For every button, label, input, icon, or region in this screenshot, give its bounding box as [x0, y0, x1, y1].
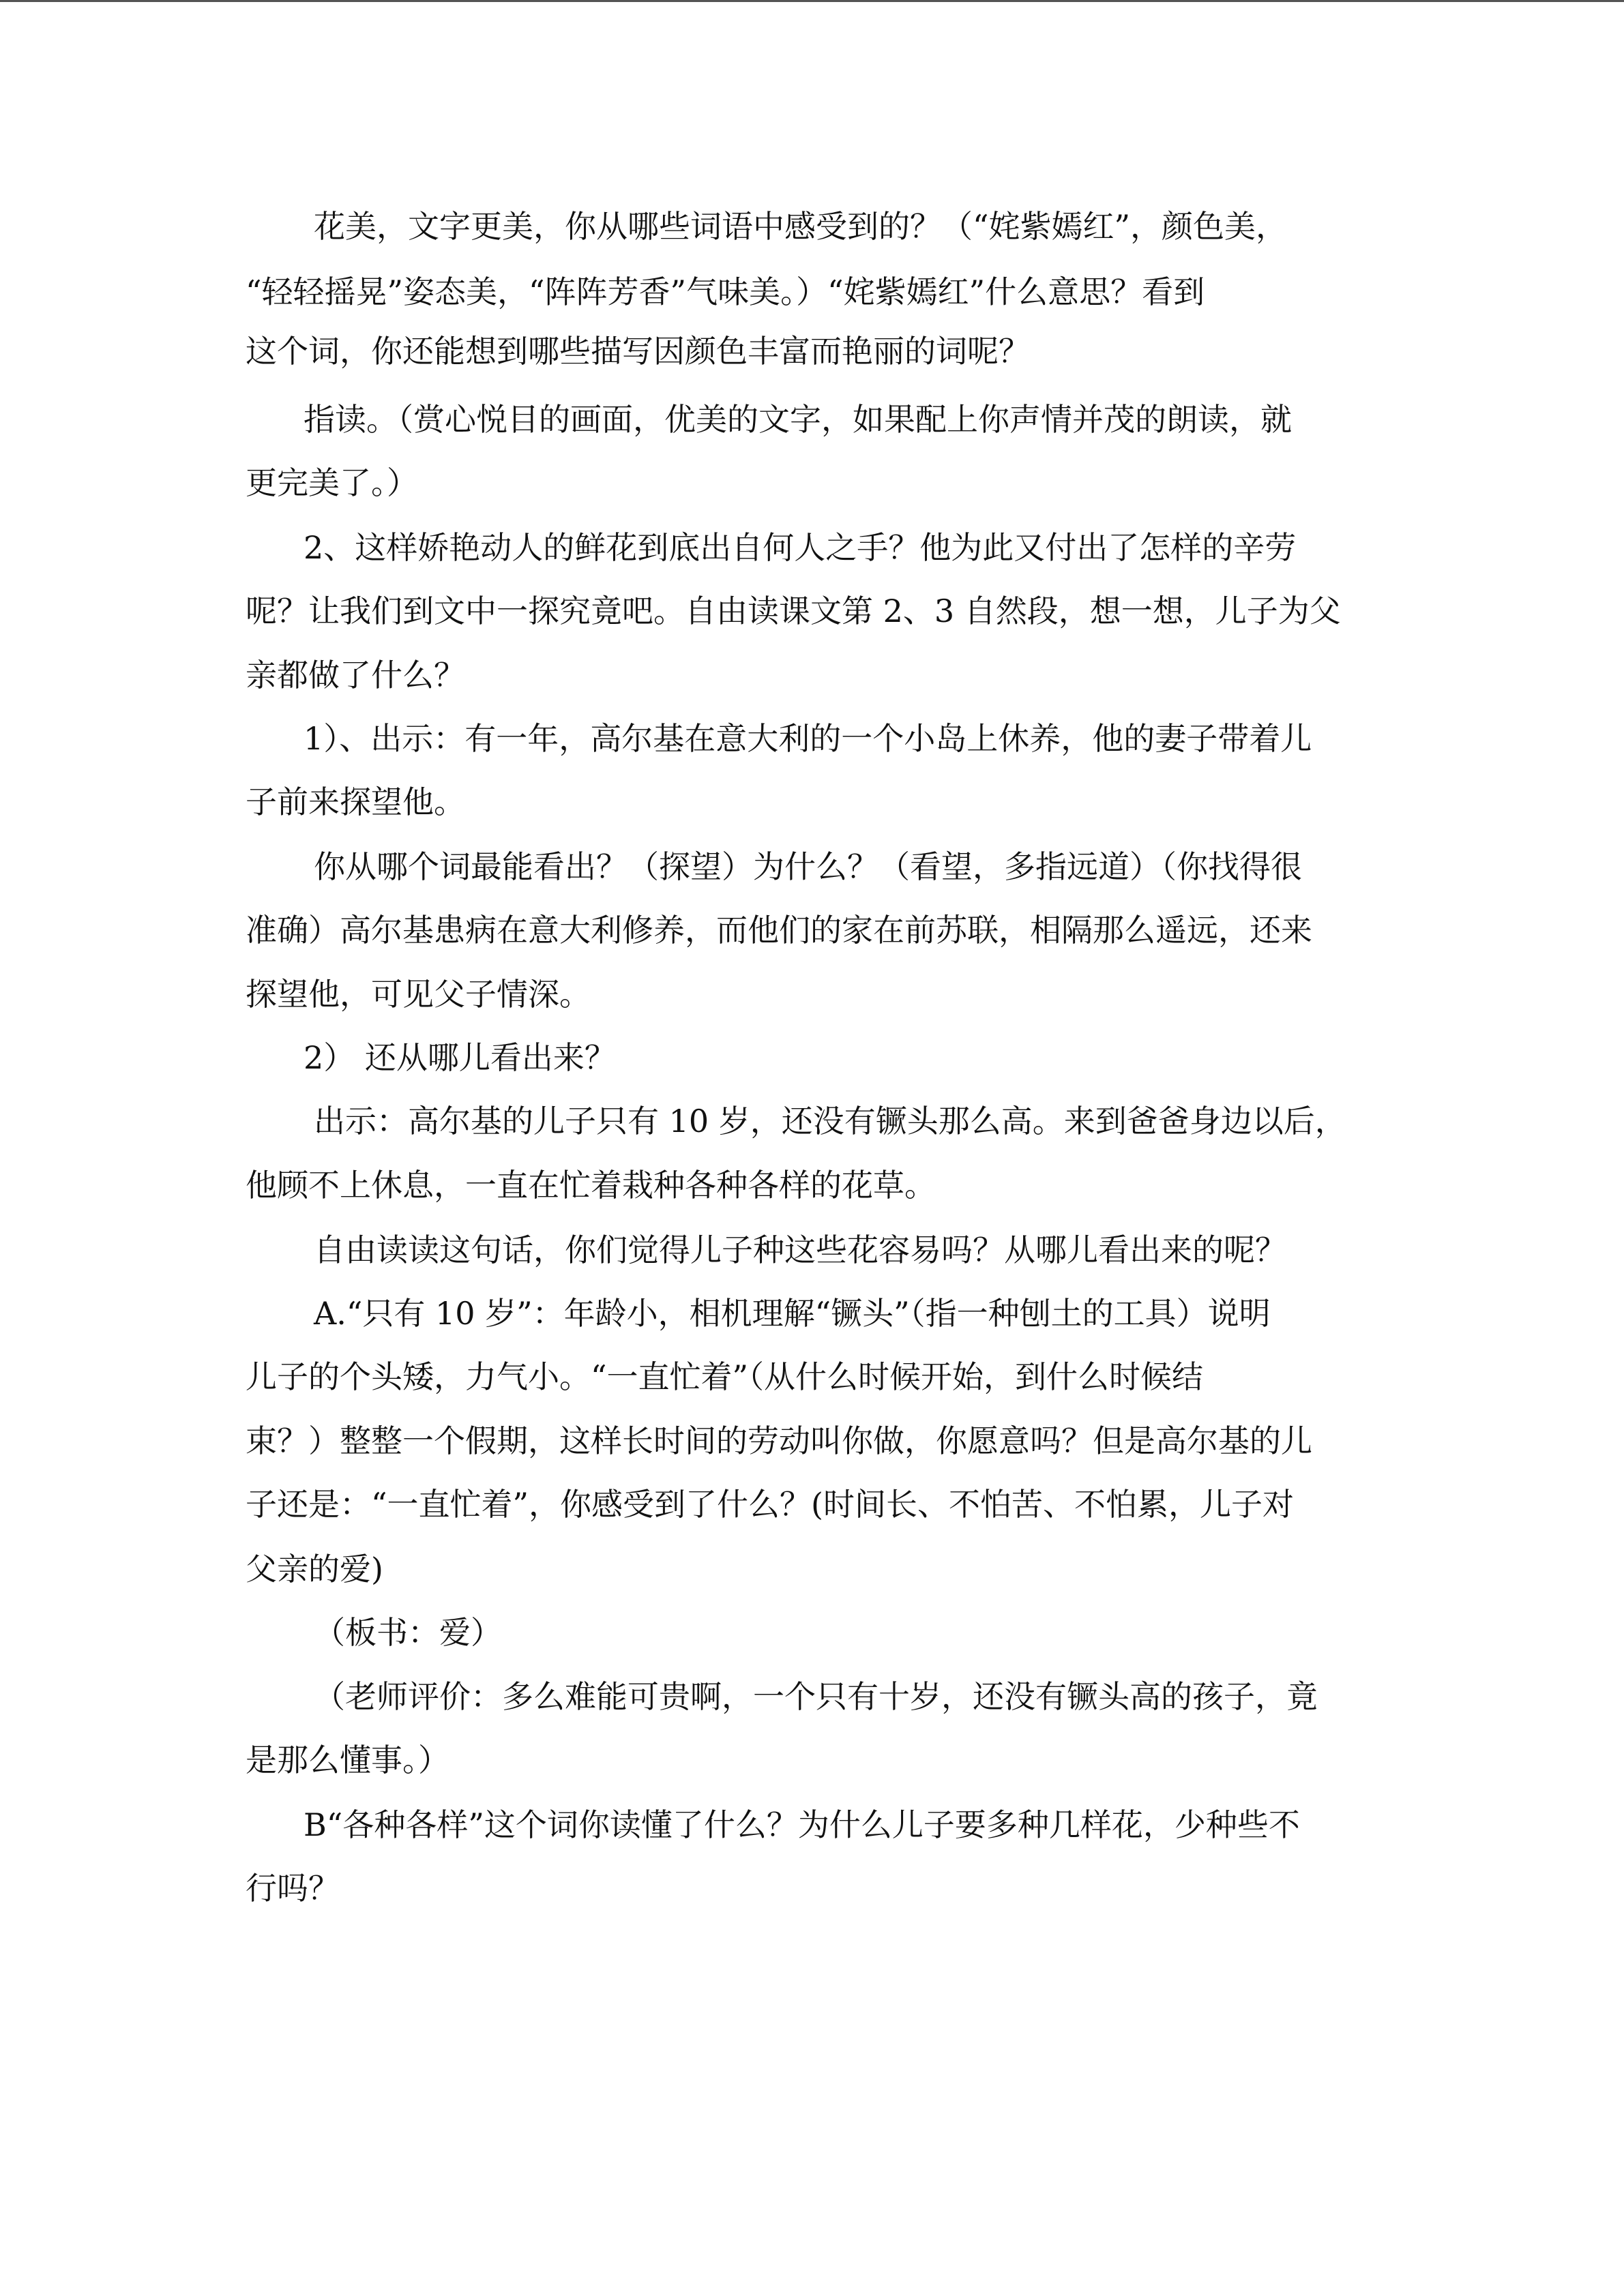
text-line: B“各种各样”这个词你读懂了什么？为什么儿子要多种几样花，少种些不 — [304, 1806, 1300, 1843]
text-line: 2） 还从哪儿看出来？ — [304, 1039, 616, 1076]
text-line: A.“只有 10 岁”：年龄小，相机理解“镢头”（指一种刨土的工具）说明 — [314, 1295, 1271, 1332]
text-line: 探望他，可见父子情深。 — [246, 976, 591, 1013]
text-line: 亲都做了什么？ — [246, 657, 465, 694]
text-line: 束？）整整一个假期，这样长时间的劳动叫你做，你愿意吗？但是高尔基的儿 — [246, 1422, 1312, 1459]
text-line: 儿子的个头矮，力气小。“一直忙着”（从什么时候开始，到什么时候结 — [246, 1358, 1204, 1395]
text-line: 指读。（赏心悦目的画面，优美的文字，如果配上你声情并茂的朗读，就 — [304, 401, 1292, 438]
text-line: 子还是：“一直忙着”，你感受到了什么？(时间长、不怕苦、不怕累，儿子对 — [246, 1486, 1294, 1523]
text-line: 子前来探望他。 — [246, 784, 465, 820]
text-line: （老师评价：多么难能可贵啊，一个只有十岁，还没有镢头高的孩子，竟 — [314, 1678, 1318, 1715]
text-line: 更完美了。） — [246, 464, 418, 501]
page-top-border — [0, 0, 1624, 2]
text-line: 父亲的爱) — [246, 1551, 383, 1587]
text-line: 他顾不上休息，一直在忙着栽种各种各样的花草。 — [246, 1167, 936, 1204]
text-line: 呢？让我们到文中一探究竟吧。自由读课文第 2、3 自然段，想一想，儿子为父 — [246, 593, 1341, 629]
text-line: 出示：高尔基的儿子只有 10 岁，还没有镢头那么高。来到爸爸身边以后， — [314, 1103, 1346, 1139]
text-line: 行吗？ — [246, 1870, 340, 1907]
text-line: 2、这样娇艳动人的鲜花到底出自何人之手？他为此又付出了怎样的辛劳 — [304, 529, 1297, 566]
text-line: 花美，文字更美，你从哪些词语中感受到的？（“姹紫嫣红”，颜色美， — [314, 208, 1288, 245]
text-line: “轻轻摇晃”姿态美，“阵阵芳香”气味美。）“姹紫嫣红”什么意思？看到 — [246, 273, 1205, 310]
text-line: 这个词，你还能想到哪些描写因颜色丰富而艳丽的词呢？ — [246, 333, 1030, 370]
text-line: 自由读读这句话，你们觉得儿子种这些花容易吗？从哪儿看出来的呢？ — [314, 1232, 1286, 1268]
text-line: 准确）高尔基患病在意大利修养，而他们的家在前苏联，相隔那么遥远，还来 — [246, 912, 1312, 949]
text-line: 你从哪个词最能看出？（探望）为什么？（看望，多指远道）（你找得很 — [314, 848, 1302, 885]
text-line: （板书：爱） — [314, 1614, 502, 1651]
text-line: 是那么懂事。） — [246, 1742, 449, 1778]
text-line: 1）、出示：有一年，高尔基在意大利的一个小岛上休养，他的妻子带着儿 — [304, 720, 1312, 757]
